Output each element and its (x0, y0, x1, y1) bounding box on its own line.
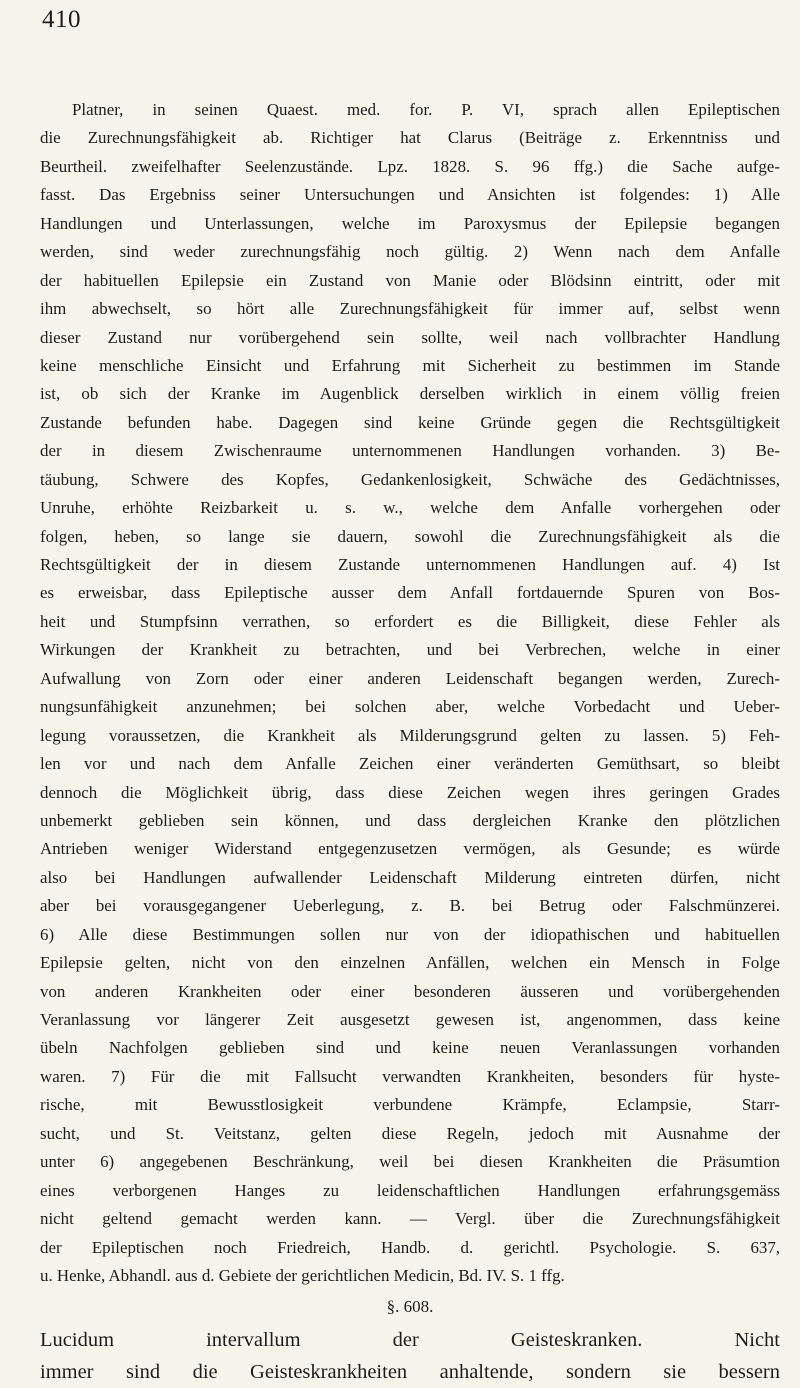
text-line: also bei Handlungen aufwallender Leidenschaft Milderung eintreten dürfen, nicht (40, 867, 780, 887)
text-line: es erweisbar, dass Epileptische ausser dem Anfall fortdauernde Spuren von Bos- (40, 583, 780, 603)
text-line: der in diesem Zwischenraume unternommenen Handlungen vorhanden. 3) Be- (40, 441, 780, 461)
text-line: ihm abwechselt, so hört alle Zurechnungsfähigkeit für immer auf, selbst wenn (40, 299, 780, 319)
text-line: ist, ob sich der Kranke im Augenblick derselben wirklich in einem völlig freien (40, 384, 780, 404)
text-line: der Epileptischen noch Friedreich, Handb. d. gerichtl. Psychologie. S. 637, (40, 1237, 780, 1257)
section-number: §. 608. (386, 1297, 434, 1317)
text-line: dennoch die Möglichkeit übrig, dass diese Zeichen wegen ihres geringen Grades (40, 782, 780, 802)
text-line: von anderen Krankheiten oder einer besonderen äusseren und vorübergehenden (40, 981, 780, 1001)
text-line: Rechtsgültigkeit der in diesem Zustande unternommenen Handlungen auf. 4) Ist (40, 555, 780, 574)
text-line: übeln Nachfolgen geblieben sind und keine neuen Veranlassungen vorhanden (40, 1038, 780, 1058)
section-text-line: immer sind die Geisteskrankheiten anhaltende, sondern sie bessern (40, 1361, 780, 1384)
section-heading-line: Lucidum intervallum der Geisteskranken. Nicht (40, 1329, 780, 1352)
text-line: Zustande befunden habe. Dagegen sind keine Gründe gegen die Rechtsgültigkeit (40, 412, 780, 432)
text-line: legung voraussetzen, die Krankheit als Milderungsgrund gelten zu lassen. 5) Feh- (40, 725, 780, 745)
text-line: Beurtheil. zweifelhafter Seelenzustände. Lpz. 1828. S. 96 ffg.) die Sache aufge- (40, 156, 780, 176)
text-line: fasst. Das Ergebniss seiner Untersuchungen und Ansichten ist folgendes: 1) Alle (40, 185, 780, 205)
page-number: 410 (42, 6, 81, 33)
text-line: Wirkungen der Krankheit zu betrachten, und bei Verbrechen, welche in einer (40, 640, 780, 660)
text-line: waren. 7) Für die mit Fallsucht verwandten Krankheiten, besonders für hyste- (40, 1066, 780, 1086)
text-line: unter 6) angegebenen Beschränkung, weil bei diesen Krankheiten die Präsumtion (40, 1152, 780, 1172)
text-line: sucht, und St. Veitstanz, gelten diese Regeln, jedoch mit Ausnahme der (40, 1123, 780, 1143)
text-line: folgen, heben, so lange sie dauern, sowohl die Zurechnungsfähigkeit als die (40, 526, 780, 546)
text-line: aber bei vorausgegangener Ueberlegung, z. B. bei Betrug oder Falschmünzerei. (40, 896, 780, 916)
text-line: Epilepsie gelten, nicht von den einzelnen Anfällen, welchen ein Mensch in Folge (40, 953, 780, 973)
text-line: Veranlassung vor längerer Zeit ausgesetzt gewesen ist, angenommen, dass keine (40, 1010, 780, 1029)
text-line: Handlungen und Unterlassungen, welche im Paroxysmus der Epilepsie begangen (40, 213, 780, 233)
text-line: 6) Alle diese Bestimmungen sollen nur von der idiopathischen und habituellen (40, 924, 780, 944)
text-line: werden, sind weder zurechnungsfähig noch gültig. 2) Wenn nach dem Anfalle (40, 242, 780, 262)
text-line: dieser Zustand nur vorübergehend sein sollte, weil nach vollbrachter Handlung (40, 327, 780, 347)
text-line: eines verborgenen Hanges zu leidenschaftlichen Handlungen erfahrungsgemäss (40, 1180, 780, 1200)
text-line: unbemerkt geblieben sein können, und dass dergleichen Kranke den plötzlichen (40, 810, 780, 830)
text-line: die Zurechnungsfähigkeit ab. Richtiger hat Clarus (Beiträge z. Erkenntniss und (40, 128, 780, 148)
text-line: u. Henke, Abhandl. aus d. Gebiete der gerichtlichen Medicin, Bd. IV. S. 1 ffg. (40, 1265, 565, 1285)
text-line: keine menschliche Einsicht und Erfahrung mit Sicherheit zu bestimmen im Stande (40, 355, 780, 375)
text-line: rische, mit Bewusstlosigkeit verbundene Krämpfe, Eclampsie, Starr- (40, 1095, 780, 1115)
text-line: heit und Stumpfsinn verrathen, so erfordert es die Billigkeit, diese Fehler als (40, 611, 780, 631)
paragraph (40, 96, 780, 1290)
text-line: der habituellen Epilepsie ein Zustand von Manie oder Blödsinn eintritt, oder mit (40, 270, 780, 290)
text-line: Antrieben weniger Widerstand entgegenzusetzen vermögen, als Gesunde; es würde (40, 839, 780, 859)
text-line: täubung, Schwere des Kopfes, Gedankenlosigkeit, Schwäche des Gedächtnisses, (40, 469, 780, 489)
text-line: len vor und nach dem Anfalle Zeichen einer veränderten Gemüthsart, so bleibt (40, 754, 780, 774)
text-line: Aufwallung von Zorn oder einer anderen Leidenschaft begangen werden, Zurech- (40, 668, 780, 688)
text-line: Unruhe, erhöhte Reizbarkeit u. s. w., welche dem Anfalle vorhergehen oder (40, 498, 780, 518)
body-text (40, 96, 780, 1388)
text-line: nicht geltend gemacht werden kann. — Vergl. über die Zurechnungsfähigkeit (40, 1209, 780, 1229)
text-line: nungsunfähigkeit anzunehmen; bei solchen aber, welche Vorbedacht und Ueber- (40, 697, 780, 717)
text-line: Platner, in seinen Quaest. med. for. P. VI, sprach allen Epileptischen (72, 100, 780, 119)
